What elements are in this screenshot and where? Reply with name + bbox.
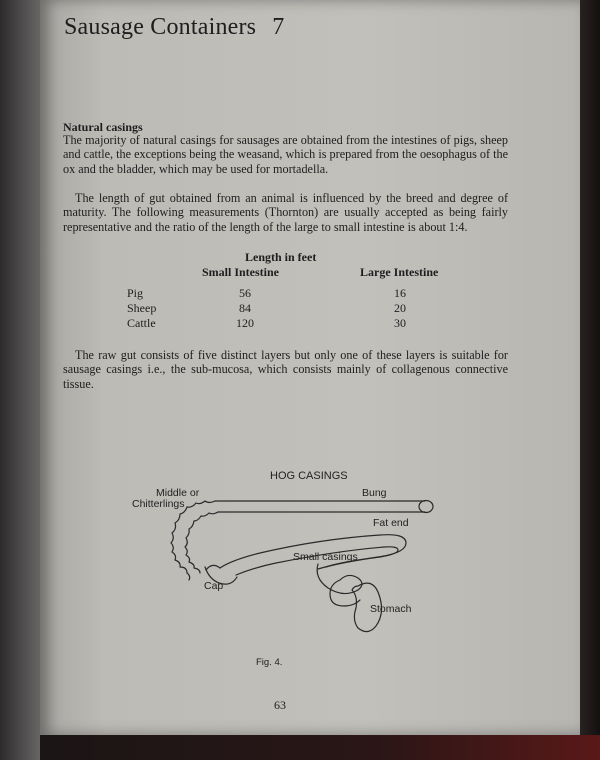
table-column-header-large: Large Intestine (360, 265, 439, 279)
table-row (40, 286, 580, 301)
paragraph-gut-length-text: The length of gut obtained from an animal is influenced by the breed and degree of maturity. The following measurements (Thornton) are usually accepted as being fairly representative and the ratio of the length of the large to small intestine is about 1:4. (63, 191, 508, 234)
chapter-heading (64, 14, 284, 41)
paragraph-intro-text: The majority of natural casings for sausages are obtained from the intestines of pigs, sheep and cattle, the exceptions being the weasand, which is prepared from the oesophagus of the ox and the bladder, which may be used for mortadella. (63, 133, 508, 176)
book-right-edge (578, 0, 600, 740)
label-fat-end: Fat end (373, 517, 409, 529)
table-cell-animal: Sheep (127, 301, 157, 315)
table-row (40, 316, 580, 331)
table-column-header-small: Small Intestine (202, 265, 280, 279)
section-title: Natural casings (63, 120, 143, 134)
table-cell-small: 120 (236, 316, 254, 330)
paragraph-gut-layers (63, 348, 508, 391)
background-fabric (40, 735, 600, 760)
table-cell-animal: Cattle (127, 316, 156, 330)
label-chitterlings: Chitterlings (132, 498, 185, 510)
page-number: 63 (274, 698, 286, 712)
label-small-casings: Small casings (293, 551, 358, 563)
figure-caption: Fig. 4. (256, 657, 283, 668)
paragraph-intro (63, 133, 508, 176)
label-stomach: Stomach (370, 603, 412, 615)
bung-end-circle (419, 501, 433, 513)
paragraph-gut-layers-text: The raw gut consists of five distinct layers but only one of these layers is suitable for sausage casings i.e., the sub-mucosa, which consists mainly of collagenous connective tissue. (63, 348, 508, 391)
label-middle: Middle or (156, 487, 200, 499)
table-cell-small: 56 (239, 286, 251, 300)
label-bung: Bung (362, 487, 387, 499)
table-cell-animal: Pig (127, 286, 144, 300)
table-cell-large: 16 (394, 286, 406, 300)
facing-page-edge (0, 0, 44, 760)
book-page (40, 0, 580, 735)
table-cell-large: 20 (394, 301, 406, 315)
table-group-header: Length in feet (245, 250, 317, 264)
paragraph-gut-length (63, 191, 508, 234)
table-row (40, 301, 580, 316)
chapter-number: 7 (272, 14, 285, 40)
table-cell-large: 30 (394, 316, 406, 330)
table-cell-small: 84 (239, 301, 251, 315)
label-cap: Cap (204, 580, 224, 592)
figure-title: HOG CASINGS (270, 470, 348, 482)
chapter-title: Sausage Containers (64, 14, 257, 40)
